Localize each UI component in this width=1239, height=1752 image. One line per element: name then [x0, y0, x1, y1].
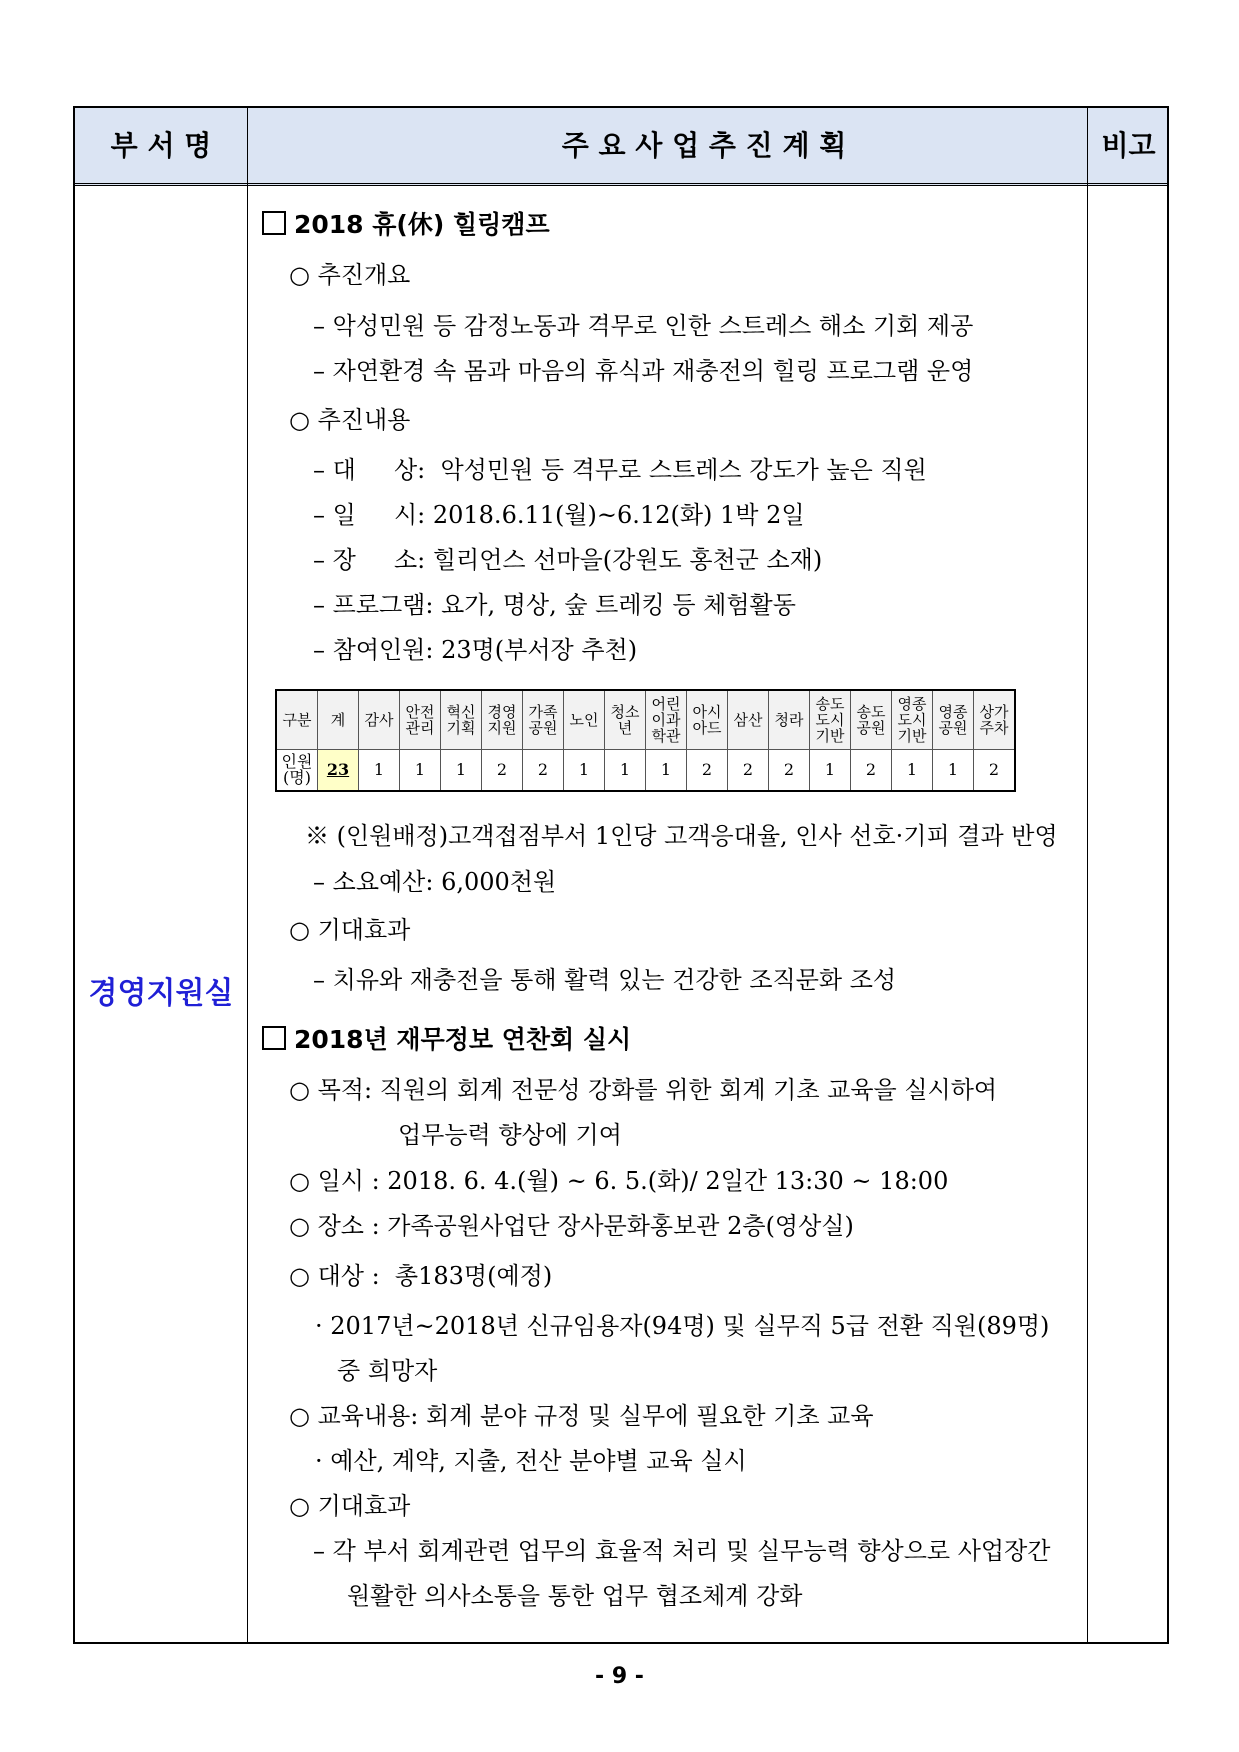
purpose-text: ○ 목적: 직원의 회계 전문성 강화를 위한 회계 기초 교육을 실시하여 [289, 1076, 998, 1104]
table-header-cell: 영종 도시 기반 [892, 690, 933, 750]
overview-item: – 악성민원 등 감정노동과 격무로 인한 스트레스 해소 기회 제공 [313, 312, 974, 340]
table-header-cell: 가족 공원 [523, 690, 564, 750]
table-header-cell: 감사 [359, 690, 400, 750]
table-header [75, 108, 1167, 186]
table-cell: 2 [728, 750, 769, 792]
overview-heading: ○ 추진개요 [289, 261, 411, 289]
table-cell: 1 [605, 750, 646, 792]
table-cell: 1 [646, 750, 687, 792]
table-cell: 2 [769, 750, 810, 792]
table-header-cell: 청라 [769, 690, 810, 750]
table-cell: 2 [687, 750, 728, 792]
date-text: ○ 일시 : 2018. 6. 4.(월) ~ 6. 5.(화)/ 2일간 13:30 ~ 18:00 [289, 1167, 949, 1195]
table-header-cell: 상가 주차 [974, 690, 1016, 750]
table-cell: 1 [564, 750, 605, 792]
effect-heading: ○ 기대효과 [289, 916, 411, 944]
table-cell: 1 [400, 750, 441, 792]
table-header-row [276, 690, 1015, 750]
table-header-cell: 삼산 [728, 690, 769, 750]
content-item: – 일 시: 2018.6.11(월)~6.12(화) 1박 2일 [313, 501, 805, 529]
edu-text: ○ 교육내용: 회계 분야 규정 및 실무에 필요한 기초 교육 [289, 1402, 874, 1430]
table-header-cell: 경영 지원 [482, 690, 523, 750]
purpose-text: 업무능력 향상에 기여 [398, 1121, 622, 1149]
department-name: 경영지원실 [88, 976, 234, 1011]
table-header-cell: 안전 관리 [400, 690, 441, 750]
content-item: – 프로그램: 요가, 명상, 숲 트레킹 등 체험활동 [313, 591, 796, 619]
effect-text: 원활한 의사소통을 통한 업무 협조체계 강화 [347, 1582, 803, 1610]
table-header-cell: 노인 [564, 690, 605, 750]
table-header-cell: 구분 [276, 690, 318, 750]
content-item: – 참여인원: 23명(부서장 추천) [313, 636, 638, 664]
table-cell: 2 [851, 750, 892, 792]
table-cell: 1 [933, 750, 974, 792]
overview-item: – 자연환경 속 몸과 마음의 휴식과 재충전의 힐링 프로그램 운영 [313, 357, 974, 385]
table-header-cell: 아시 아드 [687, 690, 728, 750]
table-cell: 23 [318, 750, 359, 792]
place-text: ○ 장소 : 가족공원사업단 장사문화홍보관 2층(영상실) [289, 1212, 854, 1240]
page-number: - 9 - [595, 1664, 644, 1689]
content-item: – 대 상: 악성민원 등 격무로 스트레스 강도가 높은 직원 [313, 456, 927, 484]
note-text: ※ (인원배정)고객접점부서 1인당 고객응대율, 인사 선호·기피 결과 반영 [305, 822, 1058, 850]
table-header-cell: 어린 이과 학관 [646, 690, 687, 750]
edu-detail: · 예산, 계약, 지출, 전산 분야별 교육 실시 [315, 1447, 747, 1475]
table-row [276, 750, 1015, 792]
content-heading: ○ 추진내용 [289, 406, 411, 434]
column-divider [247, 108, 248, 1642]
target-detail: 중 희망자 [337, 1357, 438, 1385]
table-cell: 2 [523, 750, 564, 792]
staff-allocation-table [275, 689, 1016, 792]
table-cell: 1 [810, 750, 851, 792]
section-title-1: 2018 휴(休) 힐링캠프 [262, 210, 550, 240]
table-header-cell: 계 [318, 690, 359, 750]
header-dept: 부 서 명 [110, 129, 212, 162]
table-header-cell: 청소 년 [605, 690, 646, 750]
table-cell: 1 [359, 750, 400, 792]
target-text: ○ 대상 : 총183명(예정) [289, 1262, 553, 1290]
table-header-cell: 영종 공원 [933, 690, 974, 750]
effect-text: – 치유와 재충전을 통해 활력 있는 건강한 조직문화 조성 [313, 966, 897, 994]
table-header-cell: 혁신 기획 [441, 690, 482, 750]
content-item: – 장 소: 힐리언스 선마을(강원도 홍천군 소재) [313, 546, 823, 574]
effect-heading: ○ 기대효과 [289, 1492, 411, 1520]
checkbox-icon [262, 211, 286, 235]
header-note: 비고 [1101, 129, 1156, 162]
column-divider [1087, 108, 1088, 1642]
checkbox-icon [262, 1026, 286, 1050]
budget-text: – 소요예산: 6,000천원 [313, 868, 557, 896]
header-plan: 주 요 사 업 추 진 계 획 [561, 129, 847, 162]
table-cell: 2 [974, 750, 1016, 792]
table-cell: 인원 (명) [276, 750, 318, 792]
table-cell: 1 [892, 750, 933, 792]
section-title-2: 2018년 재무정보 연찬회 실시 [262, 1025, 631, 1055]
table-header-cell: 송도 도시 기반 [810, 690, 851, 750]
table-cell: 1 [441, 750, 482, 792]
effect-text: – 각 부서 회계관련 업무의 효율적 처리 및 실무능력 향상으로 사업장간 [313, 1537, 1051, 1565]
table-cell: 2 [482, 750, 523, 792]
table-header-cell: 송도 공원 [851, 690, 892, 750]
target-detail: · 2017년~2018년 신규임용자(94명) 및 실무직 5급 전환 직원(89명) [315, 1312, 1050, 1340]
